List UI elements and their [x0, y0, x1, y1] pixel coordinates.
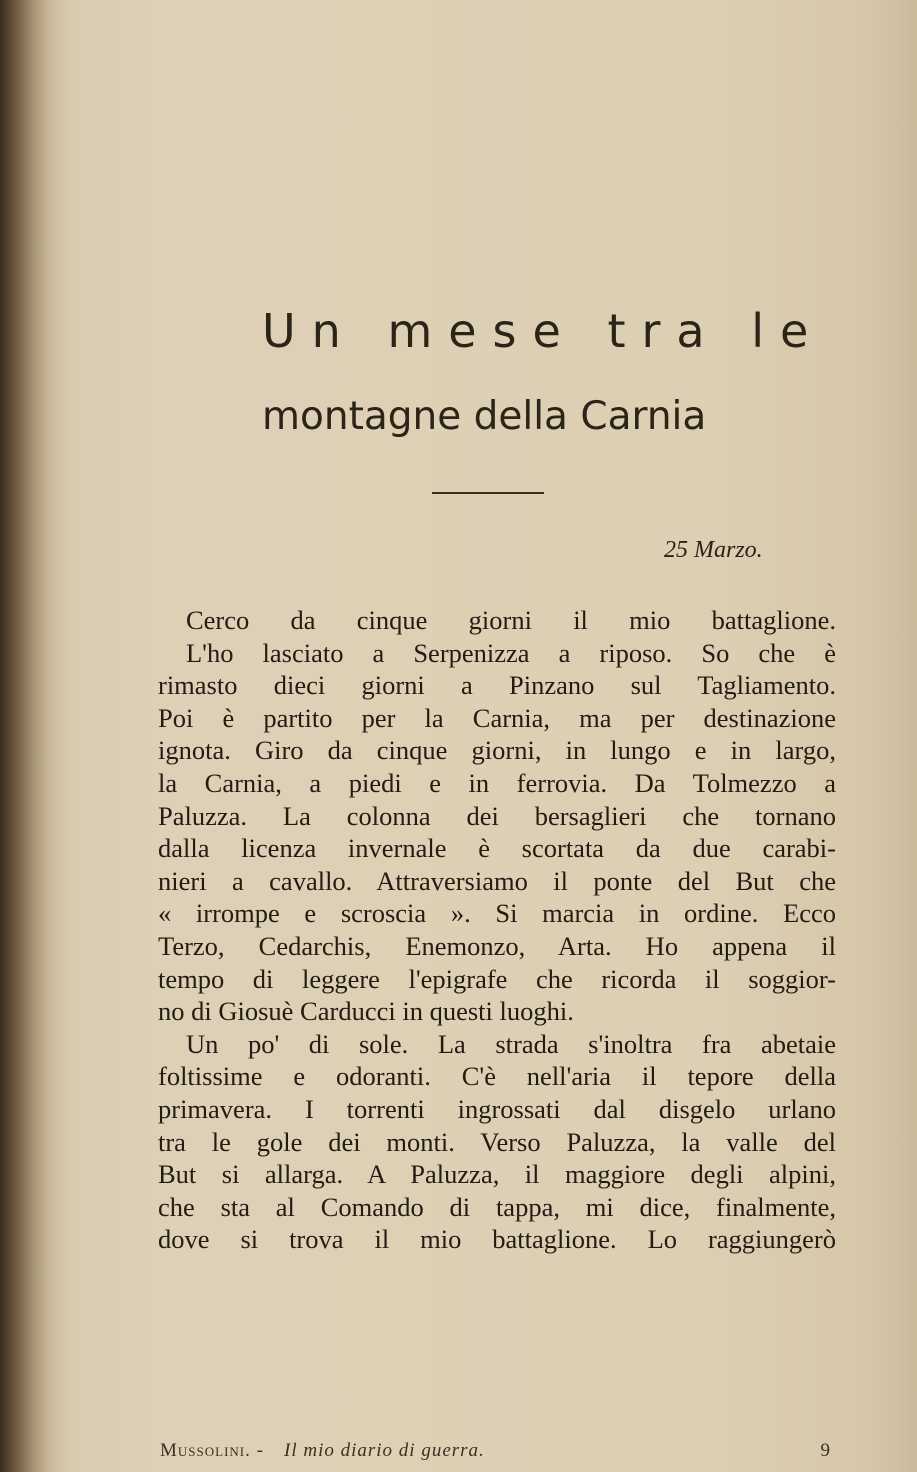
- text-line: dove si trova il mio battaglione. Lo raggiungerò: [158, 1224, 836, 1255]
- entry-date: 25 Marzo.: [664, 537, 763, 563]
- text-line: ignota. Giro da cinque giorni, in lungo e in largo,: [158, 735, 836, 766]
- page-footer: [160, 1440, 830, 1470]
- text-line: la Carnia, a piedi e in ferrovia. Da Tolmezzo a: [158, 767, 836, 798]
- footer-book-title: Il mio diario di guerra.: [284, 1440, 485, 1461]
- text-line: dalla licenza invernale è scortata da due carabi-: [158, 833, 836, 864]
- text-line: tra le gole dei monti. Verso Paluzza, la valle del: [158, 1126, 836, 1157]
- text-line: Cerco da cinque giorni il mio battaglione.: [186, 605, 836, 635]
- text-line: L'ho lasciato a Serpenizza a riposo. So che è: [186, 637, 836, 668]
- title-divider: [432, 492, 544, 494]
- text-line: foltissime e odoranti. C'è nell'aria il tepore della: [158, 1061, 836, 1092]
- text-line: rimasto dieci giorni a Pinzano sul Tagliamento.: [158, 670, 836, 701]
- page-number: 9: [820, 1440, 830, 1461]
- text-line: « irrompe e scroscia ». Si marcia in ordine. Ecco: [158, 898, 836, 929]
- chapter-title-line-1: Un mese tra le: [262, 304, 825, 358]
- text-line: Paluzza. La colonna dei bersaglieri che tornano: [158, 800, 836, 831]
- text-line: Poi è partito per la Carnia, ma per destinazione: [158, 702, 836, 733]
- text-line: Un po' di sole. La strada s'inoltra fra abetaie: [186, 1028, 836, 1059]
- text-line: che sta al Comando di tappa, mi dice, finalmente,: [158, 1191, 836, 1222]
- text-line: tempo di leggere l'epigrafe che ricorda il soggior-: [158, 963, 836, 994]
- text-line: Terzo, Cedarchis, Enemonzo, Arta. Ho appena il: [158, 930, 836, 961]
- text-line: no di Giosuè Carducci in questi luoghi.: [158, 996, 574, 1027]
- text-line: primavera. I torrenti ingrossati dal disgelo urlano: [158, 1093, 836, 1124]
- body-text: [158, 604, 836, 1256]
- text-line: But si allarga. A Paluzza, il maggiore degli alpini,: [158, 1159, 836, 1190]
- footer-author: Mussolini. -: [160, 1440, 264, 1461]
- text-line: nieri a cavallo. Attraversiamo il ponte del But che: [158, 865, 836, 896]
- chapter-title-line-2: montagne della Carnia: [262, 394, 707, 439]
